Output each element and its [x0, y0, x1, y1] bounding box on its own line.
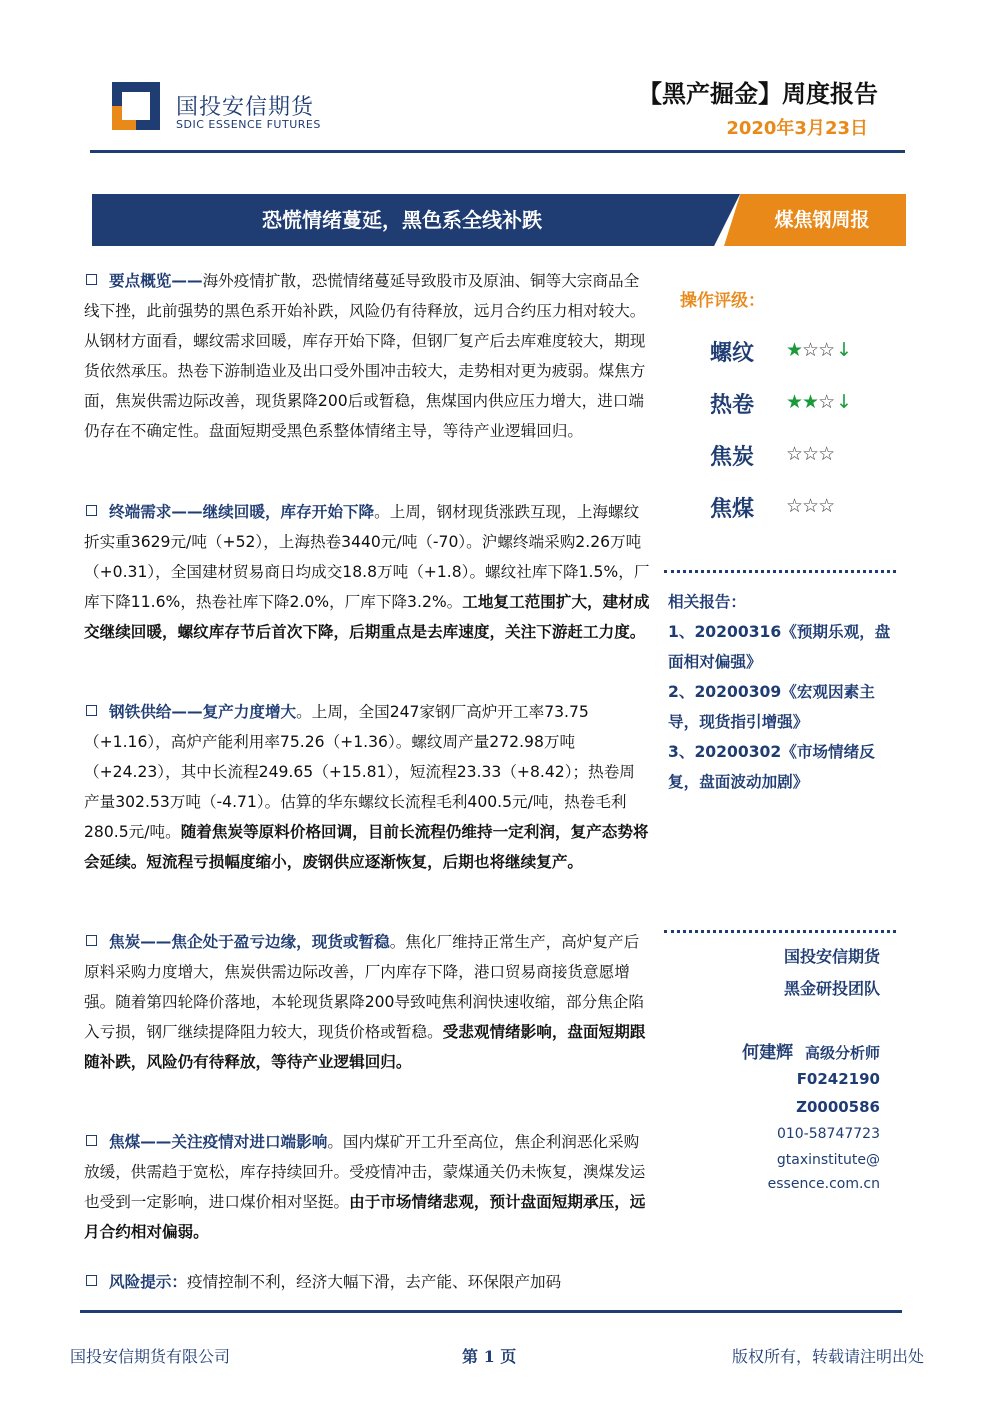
- rating-product: 焦炭: [710, 445, 755, 470]
- section-label: 终端需求——继续回暖，库存开始下降: [109, 503, 375, 521]
- rating-stars: [786, 443, 836, 465]
- section-supply: [84, 697, 650, 877]
- footer-company: 国投安信期货有限公司: [70, 1347, 231, 1366]
- report-date: 2020年3月23日: [726, 118, 868, 139]
- section-conclusion: 工地复工范围扩大，建材成交继续回暖，螺纹库存节后首次下降，后期重点是去库速度，关注下游赶工力度。: [84, 593, 650, 641]
- section-risk: [84, 1267, 650, 1297]
- rating-product: 焦煤: [710, 497, 755, 522]
- contact-email-domain[interactable]: essence.com.cn: [767, 1176, 880, 1192]
- related-report-link[interactable]: 3、20200302《市场情绪反复，盘面波动加剧》: [668, 743, 875, 791]
- report-title: 【黑产掘金】周度报告: [638, 80, 878, 108]
- star-empty-icon: ☆☆☆: [786, 443, 835, 465]
- section-conclusion: 受悲观情绪影响，盘面短期跟随补跌，风险仍有待释放，等待产业逻辑回归。: [84, 1023, 646, 1071]
- star-empty-icon: ☆: [818, 391, 835, 413]
- section-coke: [84, 927, 650, 1077]
- license-number: Z0000586: [796, 1098, 880, 1116]
- section-demand: [84, 497, 650, 647]
- footer-copyright: 版权所有，转载请注明出处: [731, 1347, 924, 1366]
- star-empty-icon: ☆☆: [802, 339, 835, 361]
- analyst-role: 高级分析师: [804, 1044, 880, 1062]
- section-label: 要点概览——: [109, 272, 203, 290]
- rating-product: 螺纹: [710, 341, 755, 366]
- rating-product: 热卷: [710, 393, 755, 418]
- star-filled-icon: ★: [786, 339, 803, 361]
- section-text: 。焦化厂维持正常生产，高炉复产后原料采购力度增大，焦炭供需边际改善，厂内库存下降，港口贸易商接货意愿增强。随着第四轮降价落地，本轮现货累降200导致吨焦利润快速收缩，部分焦企陷入亏损，钢厂继续提降阻力较大，现货价格或暂稳。: [84, 933, 644, 1041]
- star-filled-icon: ★★: [786, 391, 819, 413]
- related-report-link[interactable]: 1、20200316《预期乐观，盘面相对偏强》: [668, 623, 891, 671]
- section-label: 钢铁供给——复产力度增大: [109, 703, 297, 721]
- analyst-line: [742, 1038, 880, 1063]
- related-reports-title: 相关报告：: [668, 593, 746, 611]
- dotted-divider: [664, 930, 896, 933]
- section-label: 焦煤——关注疫情对进口端影响: [109, 1133, 328, 1151]
- rating-title: 操作评级：: [680, 291, 765, 311]
- star-empty-icon: ☆☆☆: [786, 495, 835, 517]
- contact-phone: 010-58747723: [776, 1126, 880, 1142]
- rating-stars: [786, 391, 851, 413]
- checkbox-bullet-icon: [86, 1275, 97, 1286]
- arrow-down-icon: ↓: [836, 339, 852, 361]
- section-conclusion: 随着焦炭等原料价格回调，目前长流程仍维持一定利润，复产态势将会延续。短流程亏损幅度缩小，废钢供应逐渐恢复，后期也将继续复产。: [84, 823, 649, 871]
- checkbox-bullet-icon: [86, 1135, 97, 1146]
- logo-english-name: SDIC ESSENCE FUTURES: [176, 118, 321, 131]
- section-text: 。上周，钢材现货涨跌互现，上海螺纹折实重3629元/吨（+52），上海热卷3440元/吨（-70）。沪螺终端采购2.26万吨（+0.31），全国建材贸易商日均成交18.8万吨（+1.8）。螺纹社库下降1.5%，厂库下降11.6%，热卷社库下降2.0%，厂库下降3.2%。: [84, 503, 650, 611]
- checkbox-bullet-icon: [86, 935, 97, 946]
- section-text: 。国内煤矿开工升至高位，焦企利润恶化采购放缓，供需趋于宽松，库存持续回升。受疫情冲击，蒙煤通关仍未恢复，澳煤发运也受到一定影响，进口煤价相对坚挺。: [84, 1133, 646, 1211]
- section-conclusion: 由于市场情绪悲观，预计盘面短期承压，远月合约相对偏弱。: [84, 1193, 646, 1241]
- section-coal: [84, 1127, 650, 1247]
- author-team: 黑金研投团队: [783, 979, 880, 998]
- section-overview: [84, 266, 650, 446]
- author-organization: 国投安信期货: [783, 947, 880, 966]
- checkbox-bullet-icon: [86, 705, 97, 716]
- checkbox-bullet-icon: [86, 505, 97, 516]
- section-label: 焦炭——焦企处于盈亏边缘，现货或暂稳: [109, 933, 390, 951]
- header-divider: [90, 150, 905, 153]
- page-number: 第 1 页: [462, 1347, 517, 1366]
- section-text: 疫情控制不利，经济大幅下滑，去产能、环保限产加码: [186, 1273, 562, 1291]
- banner-category-tag: 煤焦钢周报: [774, 209, 870, 231]
- rating-stars: [786, 495, 836, 517]
- contact-email[interactable]: gtaxinstitute@: [776, 1152, 880, 1168]
- license-number: F0242190: [796, 1070, 880, 1088]
- section-label: 风险提示：: [109, 1273, 187, 1291]
- company-logo-icon: [110, 80, 162, 132]
- footer-divider: [80, 1310, 902, 1313]
- dotted-divider: [664, 570, 896, 573]
- logo-chinese-name: 国投安信期货: [176, 95, 315, 120]
- related-report-link[interactable]: 2、20200309《宏观因素主导，现货指引增强》: [668, 683, 875, 731]
- analyst-name: 何建辉: [742, 1043, 794, 1063]
- checkbox-bullet-icon: [86, 274, 97, 285]
- rating-stars: [786, 339, 851, 361]
- arrow-down-icon: ↓: [836, 391, 852, 413]
- banner-title: 恐慌情绪蔓延，黑色系全线补跌: [262, 208, 542, 232]
- section-text: 海外疫情扩散，恐慌情绪蔓延导致股市及原油、铜等大宗商品全线下挫，此前强势的黑色系开始补跌，风险仍有待释放，远月合约压力相对较大。从钢材方面看，螺纹需求回暖，库存开始下降，但钢厂复产后去库难度较大，期现货依然承压。热卷下游制造业及出口受外围冲击较大，走势相对更为疲弱。煤焦方面，焦炭供需边际改善，现货累降200后或暂稳，焦煤国内供应压力增大，进口端仍存在不确定性。盘面短期受黑色系整体情绪主导，等待产业逻辑回归。: [84, 272, 646, 440]
- section-text: 。上周，全国247家钢厂高炉开工率73.75（+1.16），高炉产能利用率75.26（+1.36）。螺纹周产量272.98万吨（+24.23），其中长流程249.65（+15.81），短流程23.33（+8.42）；热卷周产量302.53万吨（-4.71）。估算的华东螺纹长流程毛利400.5元/吨，热卷毛利280.5元/吨。: [84, 703, 635, 841]
